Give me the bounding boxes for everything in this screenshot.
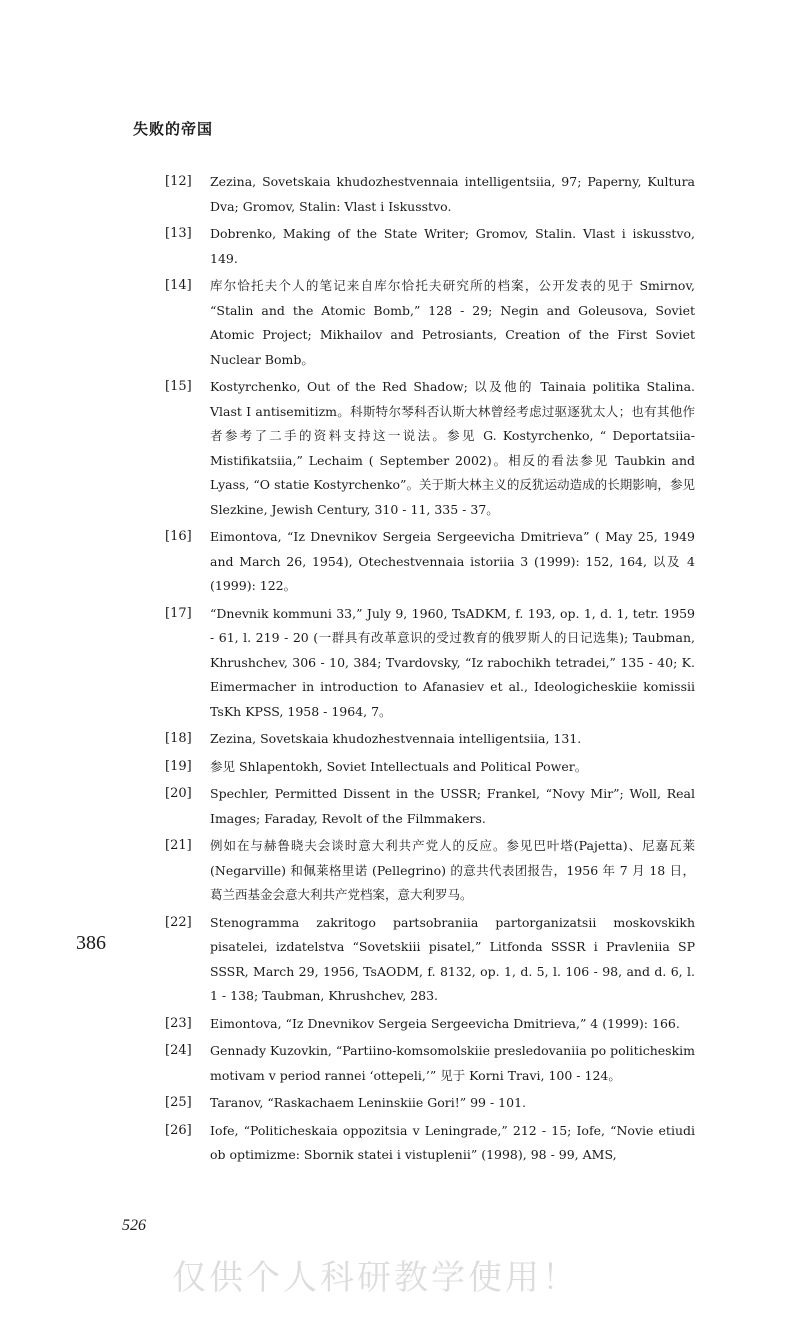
endnote-number: [22] (165, 914, 192, 930)
endnote-number: [24] (165, 1043, 192, 1058)
endnote-25 (165, 1091, 695, 1116)
endnote-text: Zezina, Sovetskaia khudozhestvennaia intelligentsiia, 97; Paperny, Kultura Dva; Gromov, Stalin: Vlast i Iskusstvo. (210, 174, 695, 214)
endnote-13 (165, 222, 695, 271)
running-title: 失败的帝国 (133, 120, 214, 138)
endnote-text: Gennady Kuzovkin, “Partiino-komsomolskiie presledovaniia po politicheskim motivam v period rannei ‘ottepeli,’” 见于 Korni Travi, 100 - 124。 (210, 1043, 695, 1083)
endnote-text: Eimontova, “Iz Dnevnikov Sergeia Sergeevicha Dmitrieva” ( May 25, 1949 and March 26, 1954), Otechestvennaia istoriia 3 (1999): 152, 164, 以及 4 (1999): 122。 (210, 529, 695, 593)
endnote-23 (165, 1012, 695, 1037)
endnote-26 (165, 1119, 695, 1168)
original-page-number: 386 (76, 932, 106, 954)
endnote-19 (165, 755, 695, 780)
endnote-12 (165, 170, 695, 219)
page-number: 526 (122, 1217, 146, 1234)
endnote-number: [12] (165, 174, 192, 189)
endnote-text: Iofe, “Politicheskaia oppozitsia v Leningrade,” 212 - 15; Iofe, “Novie etiudi ob optimizme: Sbornik statei i vistuplenii” (1998), 98 - 99, AMS, (210, 1122, 695, 1162)
endnote-text: Eimontova, “Iz Dnevnikov Sergeia Sergeevicha Dmitrieva,” 4 (1999): 166. (210, 1015, 680, 1031)
endnote-22 (165, 911, 695, 1009)
endnote-17 (165, 602, 695, 725)
endnotes-list (165, 170, 695, 1171)
endnote-20 (165, 782, 695, 831)
endnote-number: [15] (165, 379, 192, 394)
endnote-21 (165, 834, 695, 908)
endnote-number: [18] (165, 731, 192, 746)
endnote-24 (165, 1039, 695, 1088)
endnote-18 (165, 727, 695, 752)
endnote-number: [17] (165, 605, 192, 621)
endnote-text: 例如在与赫鲁晓夫会谈时意大利共产党人的反应。参见巴叶塔(Pajetta)、尼嘉瓦莱 (Negarville) 和佩莱格里诺 (Pellegrino) 的意共代表团报告，1956 年 7 月 18 日，葛兰西基金会意大利共产党档案，意大利罗马。 (210, 838, 695, 902)
endnote-number: [19] (165, 758, 192, 774)
endnote-number: [13] (165, 226, 192, 241)
endnote-16 (165, 525, 695, 599)
endnote-text: “Dnevnik kommuni 33,” July 9, 1960, TsADKM, f. 193, op. 1, d. 1, tetr. 1959 - 61, l. 219 - 20 (一群具有改革意识的受过教育的俄罗斯人的日记选集); Taubman, Khrushchev, 306 - 10, 384; Tvardovsky, “Iz rabochikh tetradei,” 135 - 40; K. Eimermacher in introduction to Afanasiev et al., Ideologicheskiie komissii TsKh KPSS, 1958 - 1964, 7。 (210, 605, 695, 719)
endnote-text: Stenogramma zakritogo partsobraniia partorganizatsii moskovskikh pisatelei, izdatelstva “Sovetskiii pisatel,” Litfonda SSSR i Pravleniia SP SSSR, March 29, 1956, TsAODM, f. 8132, op. 1, d. 5, l. 106 - 98, and d. 6, l. 1 - 138; Taubman, Khrushchev, 283. (210, 914, 695, 1003)
endnote-text: 库尔恰托夫个人的笔记来自库尔恰托夫研究所的档案，公开发表的见于 Smirnov, “Stalin and the Atomic Bomb,” 128 - 29; Negin and Goleusova, Soviet Atomic Project; Mikhailov and Petrosiants, Creation of the First Soviet Nuclear Bomb。 (210, 278, 695, 367)
endnote-number: [16] (165, 529, 192, 544)
endnote-number: [26] (165, 1122, 192, 1138)
watermark: 仅供个人科研教学使用！ (172, 1258, 579, 1298)
endnote-number: [14] (165, 278, 192, 293)
endnote-14 (165, 274, 695, 372)
endnote-number: [20] (165, 786, 192, 801)
endnote-text: Spechler, Permitted Dissent in the USSR; Frankel, “Novy Mir”; Woll, Real Images; Faraday, Revolt of the Filmmakers. (210, 786, 695, 826)
endnote-text: Zezina, Sovetskaia khudozhestvennaia intelligentsiia, 131. (210, 731, 582, 746)
endnote-number: [25] (165, 1095, 192, 1110)
endnote-text: Kostyrchenko, Out of the Red Shadow; 以及他的 Tainaia politika Stalina. Vlast I antisemitizm。科斯特尔琴科否认斯大林曾经考虑过驱逐犹太人；也有其他作者参考了二手的资料支持这一说法。参见 G. Kostyrchenko, “ Deportatsiia-Mistifikatsiia,” Lechaim ( September 2002)。相反的看法参见 Taubkin and Lyass, “O statie Kostyrchenko”。关于斯大林主义的反犹运动造成的长期影响，参见 Slezkine, Jewish Century, 310 - 11, 335 - 37。 (210, 379, 695, 517)
endnote-text: Taranov, “Raskachaem Leninskiie Gori!” 99 - 101. (210, 1095, 526, 1110)
endnote-number: [21] (165, 838, 192, 853)
endnote-text: 参见 Shlapentokh, Soviet Intellectuals and Political Power。 (210, 758, 588, 774)
endnote-number: [23] (165, 1015, 192, 1031)
endnote-15 (165, 375, 695, 522)
endnote-text: Dobrenko, Making of the State Writer; Gromov, Stalin. Vlast i iskusstvo, 149. (210, 226, 695, 266)
